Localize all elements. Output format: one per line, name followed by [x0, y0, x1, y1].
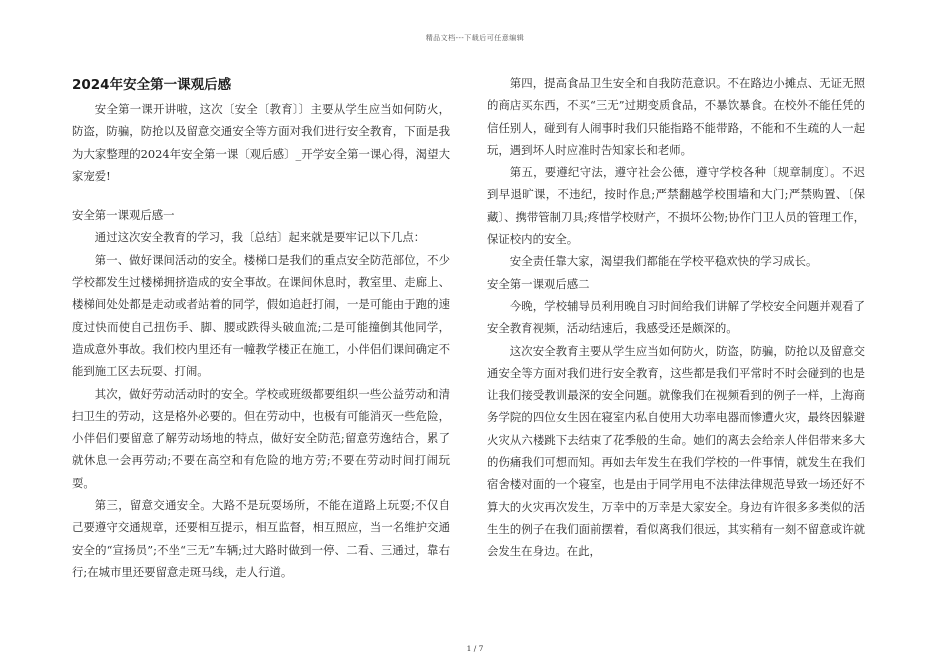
section1-paragraph-1: 通过这次安全教育的学习，我〔总结〕起来就是要牢记以下几点：: [94, 230, 426, 245]
section1-paragraph-7: 安全责任靠大家，渴望我们都能在学校平稳欢快的学习成长。: [509, 254, 818, 269]
section-heading-2: 安全第一课观后感二: [487, 276, 590, 291]
right-column: [487, 72, 865, 563]
left-column: [72, 72, 450, 583]
page-number: 1 / 7: [466, 644, 484, 653]
section1-paragraph-4: 第三，留意交通安全。大路不是玩耍场所，不能在道路上玩耍;不仅自己要遵守交通规章，还要相互提示，相互监督，相互照应，当一名维护交通安全的“宣扬员”;不坐“三无”车辆;过大路时做到一停、二看、三通过，靠右行;在城市里还要留意走斑马线，走人行道。: [72, 498, 450, 579]
section1-paragraph-6: 第五，要遵纪守法，遵守社会公德，遵守学校各种〔规章制度〕。不迟到早退旷课，不违纪，按时作息;严禁翻越学校围墙和大门;严禁购置、〔保藏〕、携带管制刀具;疼惜学校财产，不损坏公物;协作门卫人员的管理工作，保证校内的安全。: [487, 165, 865, 247]
document-title: 2024年安全第一课观后感: [72, 77, 232, 93]
intro-paragraph: 安全第一课开讲啦，这次〔安全〔教育〕〕主要从学生应当如何防火，防盗，防骗，防抢以及留意交通安全等方面对我们进行安全教育，下面是我为大家整理的2024年安全第一课〔观后感〕_开学安全第一课心得，渴望大家宠爱!: [72, 102, 450, 183]
section1-paragraph-2: 第一、做好课间活动的安全。楼梯口是我们的重点安全防范部位，不少学校都发生过楼梯拥挤造成的安全事故。在课间休息时，教室里、走廊上、楼梯间处处都是走动或者站着的同学，假如追赶打闹，一是可能由于跑的速度过快而使自己扭伤手、脚、腰或跌得头破血流;二是可能撞倒其他同学，造成意外事故。我们校内里还有一幢教学楼正在施工，小伴侣们课间确定不能到施工区去玩耍、打闹。: [72, 252, 450, 379]
section1-paragraph-3: 其次，做好劳动活动时的安全。学校或班级都要组织一些公益劳动和清扫卫生的劳动，这是格外必要的。但在劳动中，也极有可能消灭一些危险，小伴侣们要留意了解劳动场地的特点，做好安全防范;留意劳逸结合，累了就休息一会再劳动;不要在高空和有危险的地方劳;不要在劳动时间打闹玩耍。: [72, 386, 450, 490]
page-header-note: 精品文档---下载后可任意编辑: [425, 34, 525, 42]
section-heading-1: 安全第一课观后感一: [72, 208, 175, 223]
section2-paragraph-2: 这次安全教育主要从学生应当如何防火，防盗，防骗，防抢以及留意交通安全等方面对我们进行安全教育，这些都是我们平常时不时会碰到的也是让我们接受教训最深的安全问题。就像我们在视频看到的例子一样，上海商务学院的四位女生因在寝室内私自使用大功率电器而惨遭火灾，最终因躲避火灾从六楼跳下去结束了花季般的生命。她们的离去会给亲人伴侣带来多大的伤痛我们可想而知。再如去年发生在我们学校的一件事情，就发生在我们宿舍楼对面的一个寝室，也是由于同学用电不法律法律规范导致一场还好不算大的火灾再次发生，万幸中的万幸是大家安全。身边有许很多多类似的活生生的例子在我们面前摆着，看似离我们很远，其实稍有一刻不留意或许就会发生在身边。在此，: [487, 343, 865, 559]
section2-paragraph-1: 今晚，学校辅导员利用晚自习时间给我们讲解了学校安全问题并观看了安全教育视频，活动结速后，我感受还是颇深的。: [487, 298, 865, 336]
section1-paragraph-5: 第四，提高食品卫生安全和自我防范意识。不在路边小摊点、无证无照的商店买东西，不买“三无”过期变质食品，不暴饮暴食。在校外不能任凭的信任别人，碰到有人闹事时我们只能指路不能带路，不能和不生疏的人一起玩，遇到坏人时应准时告知家长和老师。: [487, 76, 865, 157]
